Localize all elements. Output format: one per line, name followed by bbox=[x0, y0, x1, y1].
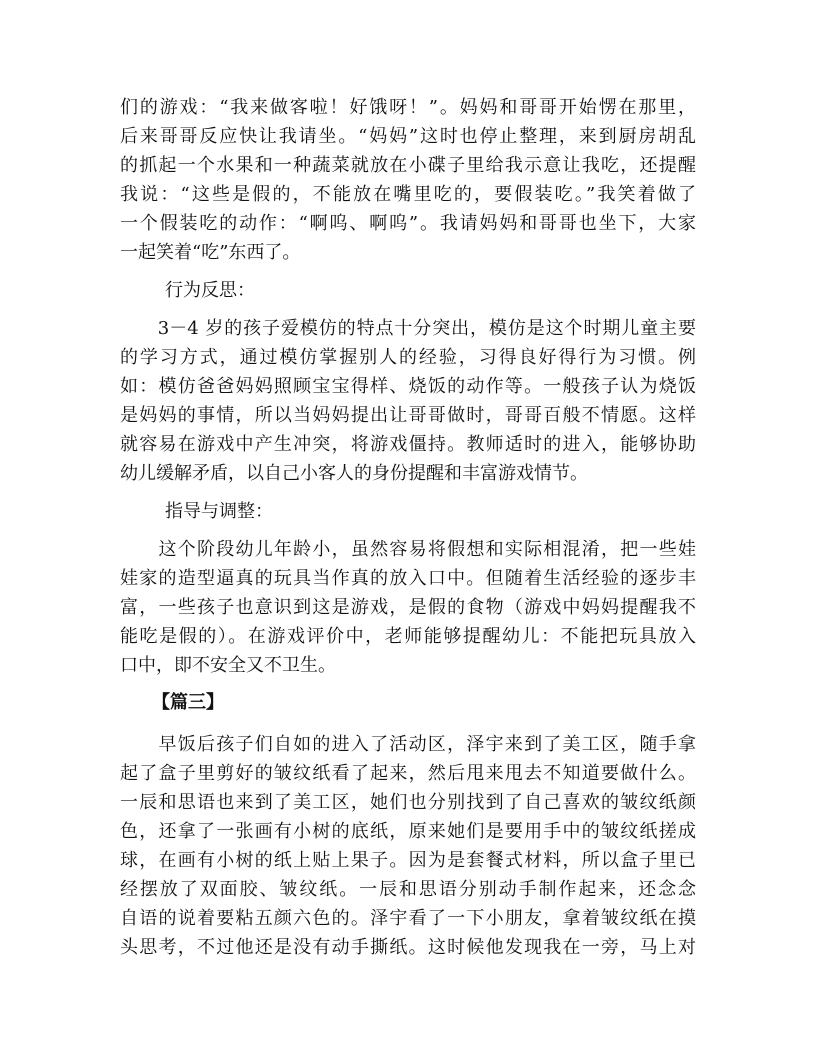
text-line: 后来哥哥反应快让我请坐。“妈妈”这时也停止整理，来到厨房胡乱 bbox=[120, 126, 696, 147]
text-line: 们的游戏：“我来做客啦！好饿呀！”。妈妈和哥哥开始愣在那里， bbox=[120, 97, 696, 118]
text-line: 一个假装吃的动作：“啊呜、啊呜”。我请妈妈和哥哥也坐下，大家 bbox=[120, 213, 696, 234]
text-line: 口中，即不安全又不卫生。 bbox=[120, 655, 336, 676]
heading-guidance-adjustment: 指导与调整： bbox=[165, 501, 273, 522]
text-line: 我说：“这些是假的，不能放在嘴里吃的，要假装吃。”我笑着做了 bbox=[120, 184, 696, 205]
text-line: 一起笑着“吃”东西了。 bbox=[120, 242, 301, 263]
text-line: 球，在画有小树的纸上贴上果子。因为是套餐式材料，所以盒子里已 bbox=[120, 850, 696, 871]
text-line: 娃家的造型逼真的玩具当作真的放入口中。但随着生活经验的逐步丰 bbox=[120, 568, 696, 589]
text-line: 3－4 岁的孩子爱模仿的特点十分突出，模仿是这个时期儿童主要 bbox=[120, 318, 696, 339]
text-line: 这个阶段幼儿年龄小，虽然容易将假想和实际相混淆，把一些娃 bbox=[120, 539, 696, 560]
text-line: 的抓起一个水果和一种蔬菜就放在小碟子里给我示意让我吃，还提醒 bbox=[120, 155, 696, 176]
text-line: 是妈妈的事情，所以当妈妈提出让哥哥做时，哥哥百般不情愿。这样 bbox=[120, 405, 696, 426]
text-line: 的学习方式，通过模仿掌握别人的经验，习得良好得行为习惯。例 bbox=[120, 347, 696, 368]
section-title-text: 【篇三】 bbox=[152, 692, 224, 713]
text-line: 早饭后孩子们自如的进入了活动区，泽宇来到了美工区，随手拿 bbox=[120, 734, 696, 755]
text-line: 富，一些孩子也意识到这是游戏，是假的食物（游戏中妈妈提醒我不 bbox=[120, 597, 696, 618]
text-line: 就容易在游戏中产生冲突，将游戏僵持。教师适时的进入，能够协助 bbox=[120, 434, 696, 455]
paragraph-reflection bbox=[120, 314, 696, 488]
text-line: 一辰和思语也来到了美工区，她们也分别找到了自己喜欢的皱纹纸颜 bbox=[120, 792, 696, 813]
text-line: 经摆放了双面胶、皱纹纸。一辰和思语分别动手制作起来，还念念 bbox=[120, 879, 696, 900]
text-line: 色，还拿了一张画有小树的底纸，原来她们是要用手中的皱纹纸搓成 bbox=[120, 821, 696, 842]
section-title bbox=[152, 688, 224, 717]
text-line: 起了盒子里剪好的皱纹纸看了起来，然后甩来甩去不知道要做什么。 bbox=[120, 763, 696, 784]
paragraph-guidance bbox=[120, 535, 696, 680]
text-line: 如：模仿爸爸妈妈照顾宝宝得样、烧饭的动作等。一般孩子认为烧饭 bbox=[120, 376, 696, 397]
text-line: 能吃是假的）。在游戏评价中，老师能够提醒幼儿：不能把玩具放入 bbox=[120, 626, 696, 647]
paragraph-section-three bbox=[120, 730, 696, 962]
text-line: 头思考，不过他还是没有动手撕纸。这时候他发现我在一旁，马上对 bbox=[120, 937, 696, 958]
heading-behavior-reflection: 行为反思： bbox=[165, 280, 255, 301]
text-line: 自语的说着要粘五颜六色的。泽宇看了一下小朋友，拿着皱纹纸在摸 bbox=[120, 908, 696, 929]
paragraph-story-ending bbox=[120, 93, 696, 267]
text-line: 幼儿缓解矛盾，以自己小客人的身份提醒和丰富游戏情节。 bbox=[120, 463, 588, 484]
